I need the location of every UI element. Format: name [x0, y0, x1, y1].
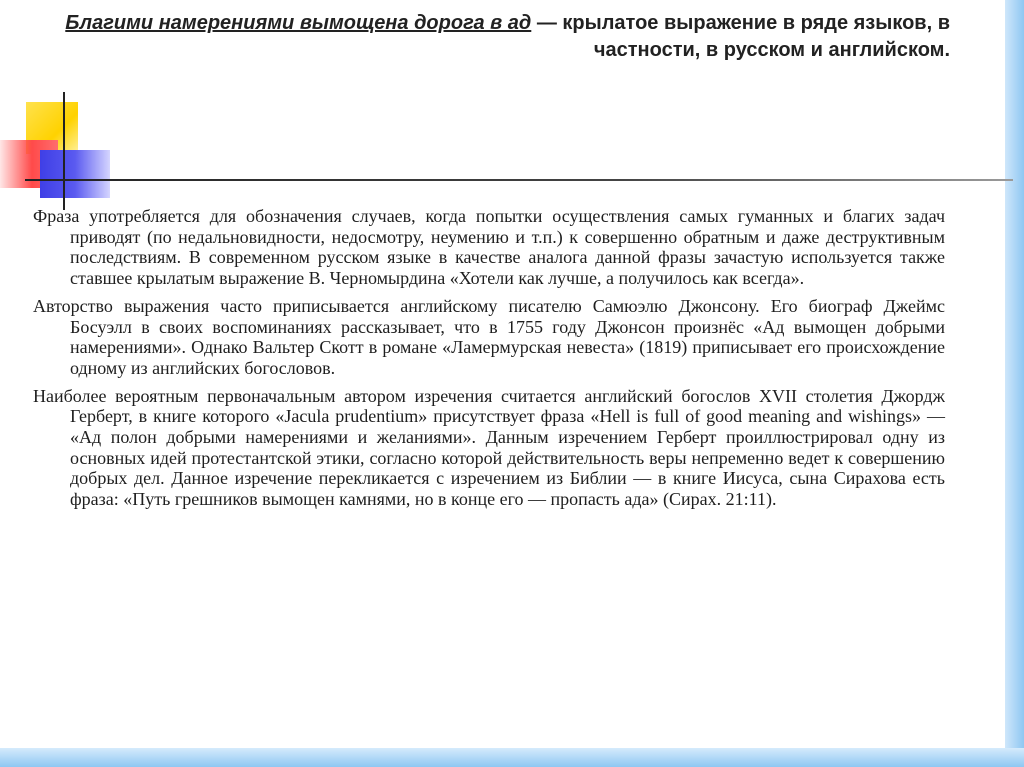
paragraph-authorship: Авторство выражения часто приписывается английскому писателю Самюэлю Джонсону. Его биограф Джеймс Босуэлл в своих воспоминаниях рассказывает, что в 1755 году Джонсон произнёс «Ад вымощен добрыми намерениями». Однако Вальтер Скотт в романе «Ламермурская невеста» (1819) приписывает его происхождение одному из английских богословов.	[33, 295, 945, 378]
bottom-border-bar	[0, 748, 1024, 767]
title-rest: — крылатое выражение в ряде языков, в частности, в русском и английском.	[531, 12, 950, 61]
paragraph-usage: Фраза употребляется для обозначения случаев, когда попытки осуществления самых гуманных и благих задач приводят (по недальновидности, недосмотру, неумению и т.п.) к совершенно обратным и даже деструктивным последствиям. В современном русском языке в качестве аналога данной фразы зачастую используется также ставшее крылатым выражение В. Черномырдина «Хотели как лучше, а получилось как всегда».	[33, 206, 945, 289]
body-text	[33, 206, 945, 517]
slide-title	[40, 10, 950, 64]
right-border-bar	[1005, 0, 1024, 767]
title-emphasis: Благими намерениями вымощена дорога в ад	[65, 12, 532, 34]
paragraph-origin: Наиболее вероятным первоначальным автором изречения считается английский богослов XVII столетия Джордж Герберт, в книге которого «Jacula prudentium» присутствует фраза «Hell is full of good meaning and wishings» — «Ад полон добрыми намерениями и желаниями». Данным изречением Герберт проиллюстрировал одну из основных идей протестантской этики, согласно которой действительность веры непременно ведет к совершению добрых дел. Данное изречение перекликается с изречением из Библии — в книге Иисуса, сына Сирахова есть фраза: «Путь грешников вымощен камнями, но в конце его — пропасть ада» (Сирах. 21:11).	[33, 385, 945, 510]
blue-square-decoration	[40, 150, 110, 198]
horizontal-rule	[25, 179, 1013, 181]
vertical-rule	[63, 92, 65, 210]
